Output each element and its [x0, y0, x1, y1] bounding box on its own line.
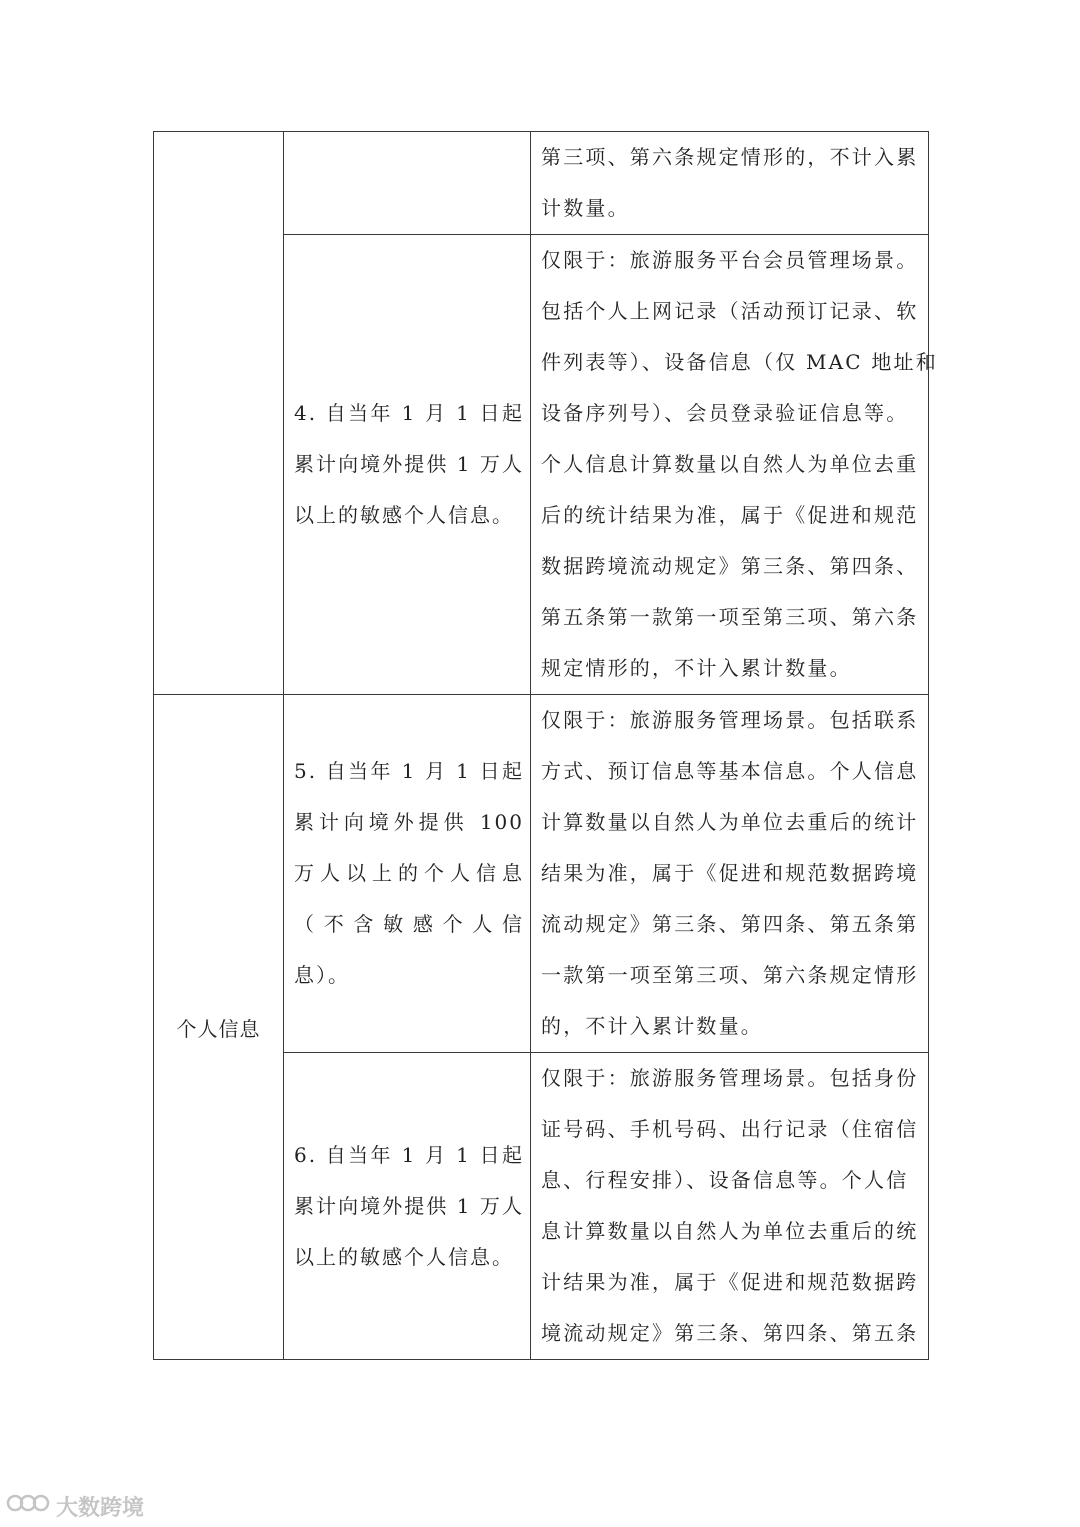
data-export-table: [153, 131, 938, 1360]
note-line: 仅限于：旅游服务管理场景。包括身份: [541, 1066, 919, 1090]
note-line: 计数量。: [541, 196, 630, 220]
notes-cell: [531, 235, 938, 695]
condition-cell: [284, 695, 531, 1053]
brand-logo-icon: [6, 1490, 50, 1522]
note-line: 数据跨境流动规定》第三条、第四条、: [541, 554, 919, 578]
watermark: [6, 1490, 144, 1522]
note-line: 境流动规定》第三条、第四条、第五条: [541, 1321, 919, 1345]
note-line: 第五条第一款第一项至第三项、第六条: [541, 605, 919, 629]
notes-text: [531, 1053, 928, 1359]
note-line: 第三项、第六条规定情形的，不计入累: [541, 145, 919, 169]
condition-cell: [284, 235, 531, 695]
condition-cell: [284, 1053, 531, 1360]
note-line: 个人信息计算数量以自然人为单位去重: [541, 452, 919, 476]
note-line: 息、行程安排）、设备信息等。个人信: [541, 1168, 909, 1192]
notes-text: [531, 695, 928, 1052]
table-row: [154, 695, 929, 1053]
notes-cell: [531, 1053, 929, 1360]
condition-text: 4. 自当年 1 月 1 日起累计向境外提供 1 万人以上的敏感个人信息。: [294, 401, 524, 527]
note-line: 结果为准，属于《促进和规范数据跨境: [541, 861, 919, 885]
note-line: 计结果为准，属于《促进和规范数据跨: [541, 1270, 919, 1294]
note-line: 息计算数量以自然人为单位去重后的统: [541, 1219, 919, 1243]
notes-cell: [531, 132, 929, 235]
condition-cell-empty: [284, 132, 531, 235]
category-cell-empty: [154, 132, 284, 695]
note-line: 后的统计结果为准，属于《促进和规范: [541, 503, 919, 527]
note-line: 仅限于：旅游服务管理场景。包括联系: [541, 708, 919, 732]
notes-text: [531, 235, 938, 694]
condition-text: 6. 自当年 1 月 1 日起累计向境外提供 1 万人以上的敏感个人信息。: [294, 1142, 524, 1269]
note-line: 流动规定》第三条、第四条、第五条第: [541, 912, 919, 936]
note-line: 包括个人上网记录（活动预订记录、软: [541, 299, 919, 323]
category-cell: [154, 695, 284, 1360]
notes-text: [531, 132, 928, 234]
table-row: [154, 132, 929, 235]
condition-text: 5. 自当年 1 月 1 日起累计向境外提供 100 万人以上的个人信息（不含敏感个人信息）。: [294, 759, 524, 987]
note-line: 规定情形的，不计入累计数量。: [541, 656, 852, 680]
note-line: 仅限于：旅游服务平台会员管理场景。: [541, 248, 919, 272]
note-line: 的，不计入累计数量。: [541, 1014, 763, 1038]
note-line: 方式、预订信息等基本信息。个人信息: [541, 759, 919, 783]
notes-cell: [531, 695, 929, 1053]
category-label: 个人信息: [176, 1016, 261, 1041]
note-line: 件列表等）、设备信息（仅 MAC 地址和: [541, 350, 938, 374]
note-line: 证号码、手机号码、出行记录（住宿信: [541, 1117, 919, 1141]
note-line: 设备序列号）、会员登录验证信息等。: [541, 401, 909, 425]
watermark-brand: 大数跨境: [56, 1495, 145, 1521]
note-line: 计算数量以自然人为单位去重后的统计: [541, 810, 919, 834]
note-line: 一款第一项至第三项、第六条规定情形: [541, 963, 919, 987]
